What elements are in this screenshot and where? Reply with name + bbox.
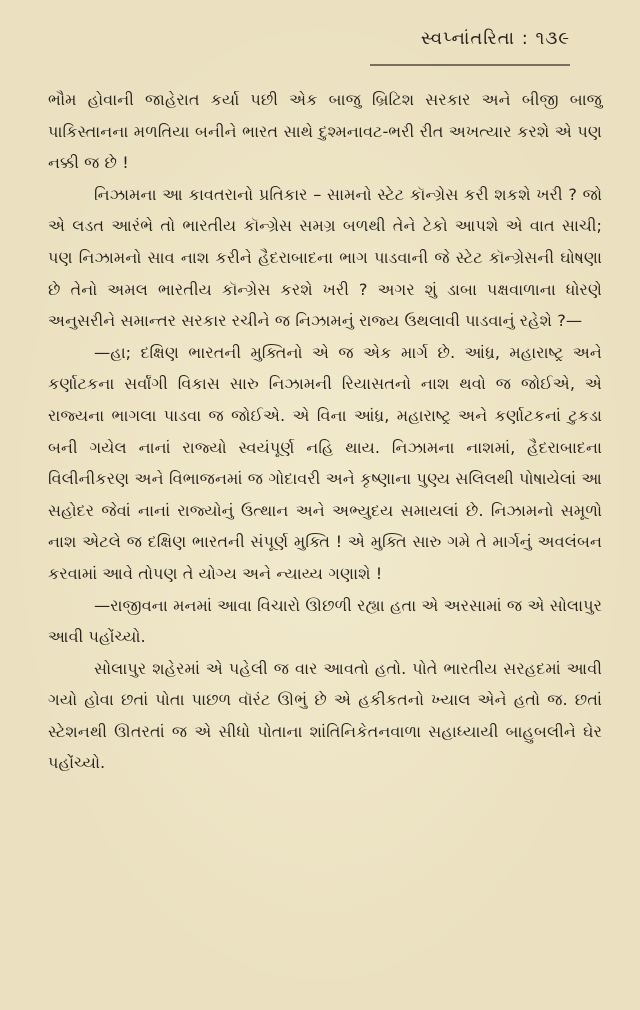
- paragraph: સોલાપુર શહેરમાં એ પહેલી જ વાર આવતો હતો. પોતે ભારતીય સરહદમાં આવી ગયો હોવા છતાં પોતા પાછળ વૉરંટ ઊભું છે એ હકીકતનો ખ્યાલ એને હતો જ. છતાં સ્ટેશનથી ઊતરતાં જ એ સીધો પોતાના શાંતિનિકેતનવાળા સહાધ્યાયી બાહુબલીને ઘેર પહોંચ્યો.: [48, 658, 602, 773]
- paragraph-continuation: ભૌમ હોવાની જાહેરાત કર્યા પછી એક બાજુ બ્રિટિશ સરકાર અને બીજી બાજુ પાકિસ્તાનના મળતિયા બનીને ભારત સાથે દુશ્મનાવટ-ભરી રીત અખત્યાર કરશે એ પણ નક્કી જ છે !: [48, 90, 602, 173]
- paragraph: નિઝામના આ કાવતરાનો પ્રતિકાર – સામનો સ્ટેટ કૉન્ગ્રેસ કરી શકશે ખરી ? જો એ લડત આરંભે તો ભારતીય કૉન્ગ્રેસ સમગ્ર બળથી તેને ટેકો આપશે એ વાત સાચી; પણ નિઝામનો સાવ નાશ કરીને હૈદરાબાદના ભાગ પાડવાની જે સ્ટેટ કૉન્ગ્રેસની ઘોષણા છે તેનો અમલ ભારતીય કૉન્ગ્રેસ કરશે ખરી ? અગર શું ડાબા પક્ષવાળાના ધોરણે અનુસરીને સમાન્તર સરકાર રચીને જ નિઝામનું રાજ્ય ઉથલાવી પાડવાનું રહેશે ?—: [48, 184, 602, 331]
- paragraph: —હા; દક્ષિણ ભારતની મુક્તિનો એ જ એક માર્ગ છે. આંધ્ર, મહારાષ્ટ્ર અને કર્ણાટકના સર્વાંગી વિકાસ સારુ નિઝામની રિયાસતનો નાશ થવો જ જોઈએ, એ રાજ્યના ભાગલા પાડવા જ જોઈએ. એ વિના આંધ્ર, મહારાષ્ટ્ર અને કર્ણાટકનાં ટુકડા બની ગયેલ નાનાં રાજ્યો સ્વયંપૂર્ણ નહિ થાય. નિઝામના નાશમાં, હૈદરાબાદના વિલીનીકરણ અને વિભાજનમાં જ ગોદાવરી અને કૃષ્ણાના પુણ્ય સલિલથી પોષાયેલાં આ સહોદર જેવાં નાનાં રાજ્યોનું ઉત્થાન અને અભ્યુદય સમાયલાં છે. નિઝામનો સમૂળો નાશ એટલે જ દક્ષિણ ભારતની સંપૂર્ણ મુક્તિ ! એ મુક્તિ સારુ ગમે તે માર્ગનું અવલંબન કરવામાં આવે તોપણ તે યોગ્ય અને ન્યાય્ય ગણાશે !: [48, 342, 602, 583]
- running-head: સ્વપ્નાંતરિતા : ૧૩૯: [420, 28, 570, 49]
- body-text: [48, 84, 602, 779]
- header-underline: [370, 60, 570, 66]
- paragraph: —રાજીવના મનમાં આવા વિચારો ઊછળી રહ્યા હતા એ અરસામાં જ એ સોલાપુર આવી પહોંચ્યો.: [48, 595, 602, 647]
